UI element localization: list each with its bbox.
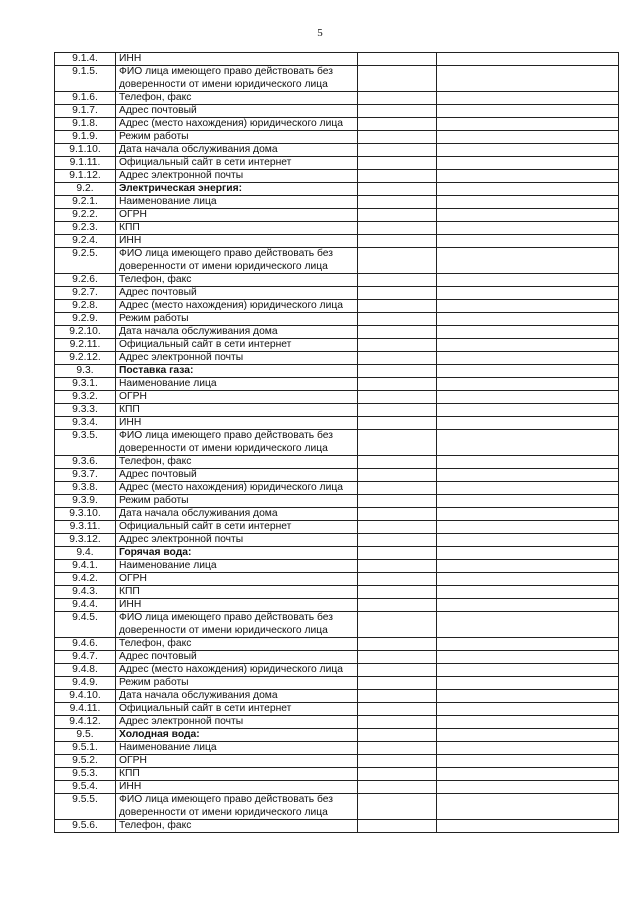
value-cell (358, 768, 437, 781)
value-cell (437, 131, 619, 144)
value-cell (358, 209, 437, 222)
row-number: 9.3.10. (55, 508, 116, 521)
value-cell (358, 326, 437, 339)
value-cell (437, 274, 619, 287)
row-number: 9.2.1. (55, 196, 116, 209)
row-number: 9.2.11. (55, 339, 116, 352)
row-number: 9.3.9. (55, 495, 116, 508)
section-title: Холодная вода: (116, 729, 358, 742)
value-cell (437, 222, 619, 235)
value-cell (437, 820, 619, 833)
table-row (55, 209, 619, 222)
value-cell (437, 794, 619, 820)
row-label: Адрес почтовый (116, 469, 358, 482)
row-number: 9.3.4. (55, 417, 116, 430)
value-cell (358, 92, 437, 105)
row-label: ФИО лица имеющего право действовать без доверенности от имени юридического лица (116, 612, 358, 638)
row-label: Дата начала обслуживания дома (116, 690, 358, 703)
value-cell (358, 378, 437, 391)
value-cell (358, 547, 437, 560)
value-cell (358, 352, 437, 365)
row-label: Адрес (место нахождения) юридического лица (116, 300, 358, 313)
table-body (55, 53, 619, 833)
value-cell (358, 742, 437, 755)
value-cell (358, 118, 437, 131)
row-number: 9.2.9. (55, 313, 116, 326)
section-title: Горячая вода: (116, 547, 358, 560)
table-row (55, 144, 619, 157)
row-number: 9.4.1. (55, 560, 116, 573)
section-header-row (55, 547, 619, 560)
value-cell (358, 482, 437, 495)
table-row (55, 495, 619, 508)
value-cell (358, 677, 437, 690)
value-cell (358, 430, 437, 456)
value-cell (358, 287, 437, 300)
table-row (55, 66, 619, 92)
value-cell (358, 703, 437, 716)
value-cell (437, 469, 619, 482)
value-cell (437, 729, 619, 742)
value-cell (437, 560, 619, 573)
value-cell (358, 274, 437, 287)
row-number: 9.5.5. (55, 794, 116, 820)
table-row (55, 768, 619, 781)
table-row (55, 92, 619, 105)
value-cell (437, 495, 619, 508)
row-label: ФИО лица имеющего право действовать без доверенности от имени юридического лица (116, 794, 358, 820)
value-cell (358, 183, 437, 196)
value-cell (437, 547, 619, 560)
row-number: 9.4.11. (55, 703, 116, 716)
value-cell (358, 508, 437, 521)
section-header-row (55, 183, 619, 196)
row-label: ФИО лица имеющего право действовать без доверенности от имени юридического лица (116, 430, 358, 456)
row-number: 9.1.5. (55, 66, 116, 92)
value-cell (358, 469, 437, 482)
row-label: Адрес почтовый (116, 651, 358, 664)
row-number: 9.3.3. (55, 404, 116, 417)
row-label: Наименование лица (116, 196, 358, 209)
row-number: 9.1.10. (55, 144, 116, 157)
row-label: Адрес электронной почты (116, 352, 358, 365)
row-number: 9.2.12. (55, 352, 116, 365)
value-cell (437, 235, 619, 248)
row-number: 9.5. (55, 729, 116, 742)
row-number: 9.3.1. (55, 378, 116, 391)
value-cell (358, 196, 437, 209)
value-cell (358, 365, 437, 378)
disclosure-table (54, 52, 619, 833)
row-label: Официальный сайт в сети интернет (116, 521, 358, 534)
value-cell (437, 352, 619, 365)
section-title: Поставка газа: (116, 365, 358, 378)
table-row (55, 391, 619, 404)
row-label: Адрес почтовый (116, 287, 358, 300)
row-number: 9.5.3. (55, 768, 116, 781)
table-row (55, 157, 619, 170)
row-number: 9.4.2. (55, 573, 116, 586)
value-cell (358, 716, 437, 729)
row-number: 9.4.10. (55, 690, 116, 703)
row-label: Телефон, факс (116, 456, 358, 469)
row-number: 9.3.7. (55, 469, 116, 482)
value-cell (358, 131, 437, 144)
row-label: Официальный сайт в сети интернет (116, 703, 358, 716)
value-cell (437, 508, 619, 521)
row-number: 9.3.5. (55, 430, 116, 456)
row-label: Дата начала обслуживания дома (116, 508, 358, 521)
row-label: ОГРН (116, 209, 358, 222)
value-cell (358, 690, 437, 703)
table-row (55, 235, 619, 248)
value-cell (358, 534, 437, 547)
row-label: ИНН (116, 781, 358, 794)
row-label: Дата начала обслуживания дома (116, 144, 358, 157)
value-cell (437, 209, 619, 222)
value-cell (358, 729, 437, 742)
value-cell (437, 573, 619, 586)
table-row (55, 430, 619, 456)
row-number: 9.2.5. (55, 248, 116, 274)
value-cell (437, 534, 619, 547)
value-cell (437, 456, 619, 469)
table-row (55, 677, 619, 690)
table-row (55, 482, 619, 495)
row-number: 9.3.2. (55, 391, 116, 404)
row-label: Режим работы (116, 677, 358, 690)
value-cell (437, 430, 619, 456)
row-label: ФИО лица имеющего право действовать без доверенности от имени юридического лица (116, 66, 358, 92)
row-number: 9.2.10. (55, 326, 116, 339)
row-label: Дата начала обслуживания дома (116, 326, 358, 339)
table-row (55, 170, 619, 183)
value-cell (358, 560, 437, 573)
value-cell (437, 248, 619, 274)
row-label: Режим работы (116, 131, 358, 144)
table-row (55, 196, 619, 209)
row-label: ОГРН (116, 391, 358, 404)
value-cell (437, 664, 619, 677)
table-row (55, 638, 619, 651)
table-row (55, 118, 619, 131)
row-label: Адрес электронной почты (116, 170, 358, 183)
row-number: 9.2.7. (55, 287, 116, 300)
row-label: Режим работы (116, 495, 358, 508)
row-number: 9.3.8. (55, 482, 116, 495)
row-label: Телефон, факс (116, 638, 358, 651)
value-cell (437, 482, 619, 495)
row-label: Наименование лица (116, 742, 358, 755)
row-number: 9.5.2. (55, 755, 116, 768)
row-label: Адрес электронной почты (116, 534, 358, 547)
value-cell (358, 105, 437, 118)
table-row (55, 326, 619, 339)
table-row (55, 131, 619, 144)
value-cell (437, 612, 619, 638)
value-cell (358, 638, 437, 651)
value-cell (358, 339, 437, 352)
value-cell (358, 781, 437, 794)
table-row (55, 300, 619, 313)
table-row (55, 794, 619, 820)
value-cell (437, 183, 619, 196)
value-cell (358, 599, 437, 612)
value-cell (437, 92, 619, 105)
table-row (55, 404, 619, 417)
section-header-row (55, 365, 619, 378)
value-cell (358, 521, 437, 534)
table-row (55, 313, 619, 326)
value-cell (358, 651, 437, 664)
row-label: ОГРН (116, 755, 358, 768)
value-cell (358, 755, 437, 768)
table-row (55, 534, 619, 547)
row-number: 9.4. (55, 547, 116, 560)
row-label: Телефон, факс (116, 274, 358, 287)
table-row (55, 53, 619, 66)
row-number: 9.4.6. (55, 638, 116, 651)
row-label: КПП (116, 586, 358, 599)
value-cell (437, 586, 619, 599)
value-cell (437, 105, 619, 118)
table-row (55, 417, 619, 430)
section-header-row (55, 729, 619, 742)
value-cell (437, 339, 619, 352)
table-row (55, 287, 619, 300)
value-cell (437, 287, 619, 300)
row-label: КПП (116, 404, 358, 417)
row-label: ФИО лица имеющего право действовать без доверенности от имени юридического лица (116, 248, 358, 274)
value-cell (358, 820, 437, 833)
row-label: Наименование лица (116, 560, 358, 573)
value-cell (437, 677, 619, 690)
table-row (55, 755, 619, 768)
value-cell (437, 66, 619, 92)
row-label: Адрес электронной почты (116, 716, 358, 729)
row-label: Телефон, факс (116, 92, 358, 105)
value-cell (437, 391, 619, 404)
value-cell (358, 248, 437, 274)
value-cell (358, 170, 437, 183)
value-cell (437, 196, 619, 209)
row-number: 9.2.3. (55, 222, 116, 235)
row-label: ИНН (116, 53, 358, 66)
row-label: ИНН (116, 235, 358, 248)
table-row (55, 248, 619, 274)
value-cell (437, 651, 619, 664)
table-row (55, 352, 619, 365)
row-label: Адрес (место нахождения) юридического лица (116, 664, 358, 677)
table-row (55, 781, 619, 794)
value-cell (437, 742, 619, 755)
table-row (55, 612, 619, 638)
row-number: 9.2.6. (55, 274, 116, 287)
row-number: 9.3.11. (55, 521, 116, 534)
value-cell (358, 794, 437, 820)
table-row (55, 742, 619, 755)
row-number: 9.1.11. (55, 157, 116, 170)
table-row (55, 573, 619, 586)
row-number: 9.1.4. (55, 53, 116, 66)
value-cell (437, 417, 619, 430)
table-row (55, 508, 619, 521)
row-number: 9.2.2. (55, 209, 116, 222)
value-cell (437, 118, 619, 131)
table-row (55, 339, 619, 352)
table-row (55, 651, 619, 664)
table-row (55, 586, 619, 599)
row-number: 9.1.7. (55, 105, 116, 118)
value-cell (437, 365, 619, 378)
value-cell (358, 157, 437, 170)
value-cell (437, 378, 619, 391)
table-row (55, 599, 619, 612)
row-number: 9.1.6. (55, 92, 116, 105)
row-number: 9.1.8. (55, 118, 116, 131)
table-row (55, 664, 619, 677)
value-cell (437, 313, 619, 326)
row-number: 9.4.5. (55, 612, 116, 638)
table-row (55, 222, 619, 235)
row-number: 9.4.4. (55, 599, 116, 612)
table-row (55, 716, 619, 729)
row-number: 9.2.4. (55, 235, 116, 248)
value-cell (437, 326, 619, 339)
table-row (55, 521, 619, 534)
row-number: 9.2.8. (55, 300, 116, 313)
value-cell (437, 53, 619, 66)
value-cell (437, 404, 619, 417)
row-label: ИНН (116, 417, 358, 430)
value-cell (358, 612, 437, 638)
row-number: 9.4.7. (55, 651, 116, 664)
value-cell (358, 664, 437, 677)
row-label: Наименование лица (116, 378, 358, 391)
table-row (55, 456, 619, 469)
section-title: Электрическая энергия: (116, 183, 358, 196)
value-cell (358, 53, 437, 66)
value-cell (437, 716, 619, 729)
row-number: 9.1.9. (55, 131, 116, 144)
value-cell (358, 222, 437, 235)
value-cell (358, 300, 437, 313)
value-cell (437, 300, 619, 313)
row-number: 9.4.3. (55, 586, 116, 599)
row-number: 9.5.4. (55, 781, 116, 794)
row-number: 9.4.9. (55, 677, 116, 690)
row-number: 9.4.12. (55, 716, 116, 729)
table-row (55, 690, 619, 703)
value-cell (358, 417, 437, 430)
value-cell (358, 235, 437, 248)
table-row (55, 703, 619, 716)
row-label: ИНН (116, 599, 358, 612)
row-label: Телефон, факс (116, 820, 358, 833)
table-row (55, 560, 619, 573)
row-number: 9.1.12. (55, 170, 116, 183)
value-cell (437, 768, 619, 781)
row-number: 9.3. (55, 365, 116, 378)
row-number: 9.3.12. (55, 534, 116, 547)
row-number: 9.3.6. (55, 456, 116, 469)
value-cell (437, 170, 619, 183)
value-cell (358, 495, 437, 508)
table-row (55, 820, 619, 833)
value-cell (437, 157, 619, 170)
row-number: 9.4.8. (55, 664, 116, 677)
value-cell (437, 755, 619, 768)
value-cell (358, 66, 437, 92)
value-cell (437, 781, 619, 794)
value-cell (358, 456, 437, 469)
row-label: Адрес (место нахождения) юридического лица (116, 118, 358, 131)
value-cell (358, 313, 437, 326)
row-label: КПП (116, 768, 358, 781)
row-label: Официальный сайт в сети интернет (116, 157, 358, 170)
value-cell (437, 521, 619, 534)
row-label: Адрес (место нахождения) юридического лица (116, 482, 358, 495)
value-cell (437, 599, 619, 612)
value-cell (437, 690, 619, 703)
row-label: ОГРН (116, 573, 358, 586)
value-cell (358, 144, 437, 157)
row-label: Режим работы (116, 313, 358, 326)
table-row (55, 378, 619, 391)
value-cell (358, 391, 437, 404)
page-number: 5 (317, 27, 323, 39)
value-cell (358, 586, 437, 599)
row-number: 9.5.1. (55, 742, 116, 755)
row-number: 9.5.6. (55, 820, 116, 833)
value-cell (437, 638, 619, 651)
table-row (55, 274, 619, 287)
value-cell (358, 573, 437, 586)
value-cell (437, 144, 619, 157)
row-label: Официальный сайт в сети интернет (116, 339, 358, 352)
value-cell (358, 404, 437, 417)
table-row (55, 469, 619, 482)
row-label: КПП (116, 222, 358, 235)
row-number: 9.2. (55, 183, 116, 196)
table-row (55, 105, 619, 118)
row-label: Адрес почтовый (116, 105, 358, 118)
value-cell (437, 703, 619, 716)
